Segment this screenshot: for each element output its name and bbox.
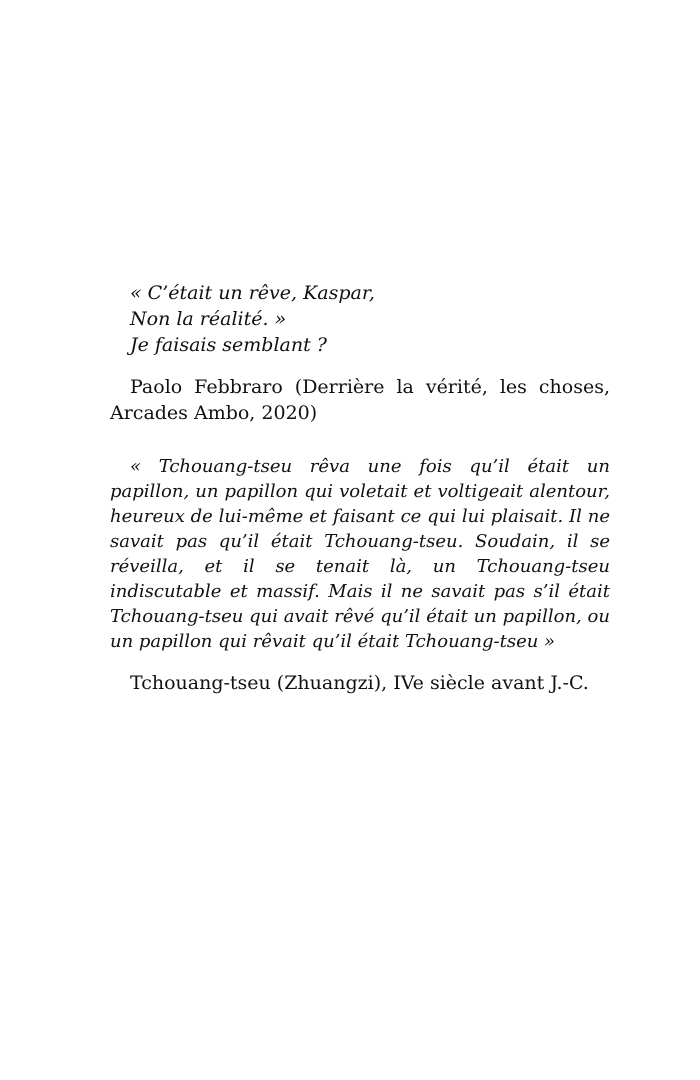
epigraph-poem xyxy=(130,280,610,358)
poem-line-2: Non la réalité. » xyxy=(130,308,287,330)
quote-attribution: Tchouang-tseu (Zhuangzi), IVe siècle avant J.-C. xyxy=(130,672,589,694)
page-content xyxy=(110,280,610,696)
poem-line-1: « C’était un rêve, Kaspar, xyxy=(130,282,375,304)
zhuangzi-quote: « Tchouang-tseu rêva une fois qu’il était un papillon, un papillon qui voletait et voltigeait alentour, heureux de lui-même et faisant ce qui lui plaisait. Il ne savait pas qu’il était Tchouang-tseu. Soudain, il se réveilla, et il se tenait là, un Tchouang-tseu indiscutable et massif. Mais il ne savait pas s’il était Tchouang-tseu qui avait rêvé qu’il était un papillon, ou un papillon qui rêvait qu’il était Tchouang-tseu » xyxy=(110,456,610,652)
poem-line-3: Je faisais semblant ? xyxy=(130,334,327,356)
poem-attribution: Paolo Febbraro (Derrière la vérité, les choses, Arcades Ambo, 2020) xyxy=(110,376,610,424)
